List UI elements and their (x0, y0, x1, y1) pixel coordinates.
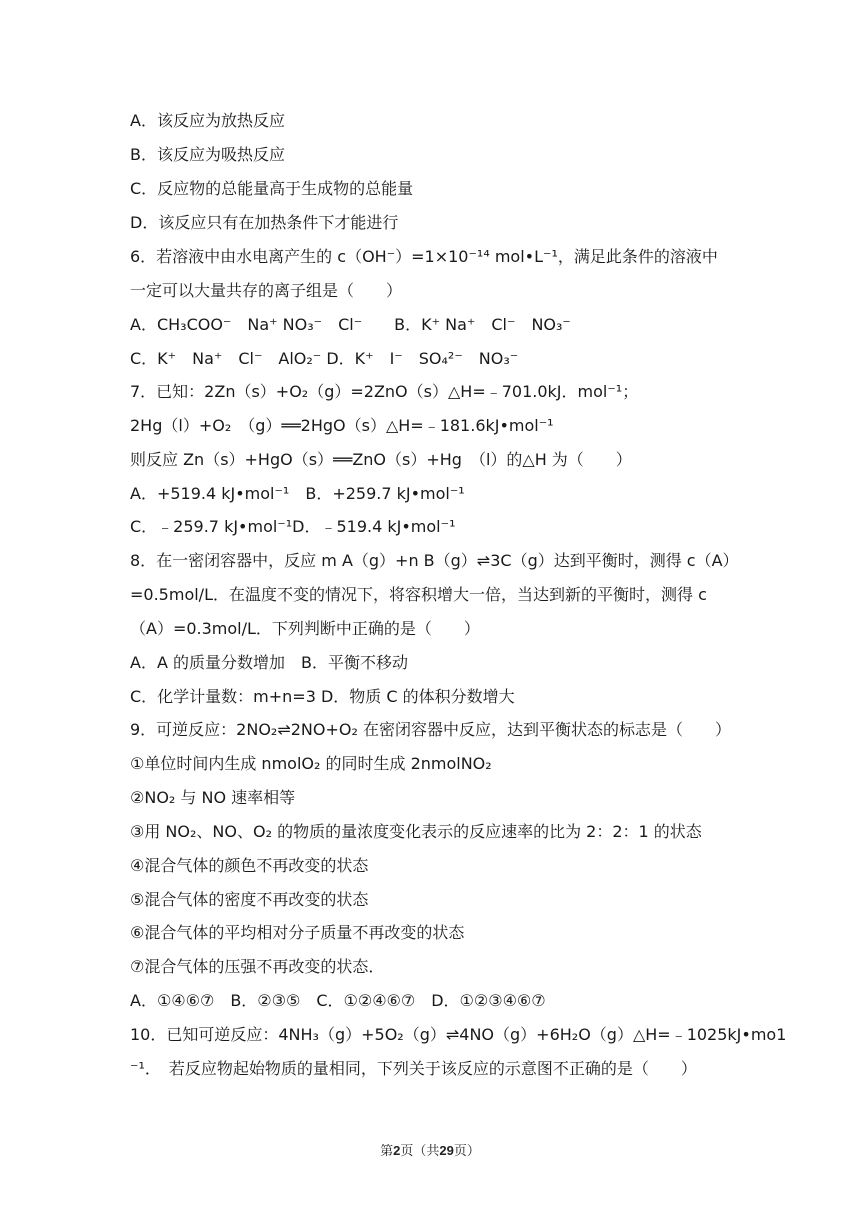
footer-total-pages: 29 (439, 1143, 454, 1158)
text-line: ⑦混合气体的压强不再改变的状态． (130, 957, 385, 976)
text-line: =0.5mol/L．在温度不变的情况下，将容积增大一倍，当达到新的平衡时，测得 c (130, 585, 707, 604)
text-line: A．①④⑥⑦ B．②③⑤ C．①②④⑥⑦ D．①②③④⑥⑦ (130, 991, 546, 1010)
text-line: 2Hg（l）+O₂ （g）══2HgO（s）△H=﹣181.6kJ•mol⁻¹ (130, 416, 554, 435)
text-line: C．反应物的总能量高于生成物的总能量 (130, 179, 414, 198)
footer-middle: 页（共 (400, 1144, 440, 1159)
text-line: ⑥混合气体的平均相对分子质量不再改变的状态 (130, 923, 465, 942)
text-line: A．CH₃COO⁻ Na⁺ NO₃⁻ Cl⁻ B．K⁺ Na⁺ Cl⁻ NO₃⁻ (130, 315, 571, 334)
text-line: C．化学计量数：m+n=3 D．物质 C 的体积分数增大 (130, 687, 515, 706)
text-line: C．﹣259.7 kJ•mol⁻¹D．﹣519.4 kJ•mol⁻¹ (130, 517, 456, 536)
footer-suffix: 页） (453, 1144, 480, 1159)
text-line: ②NO₂ 与 NO 速率相等 (130, 788, 296, 807)
text-line: 9．可逆反应：2NO₂⇌2NO+O₂ 在密闭容器中反应，达到平衡状态的标志是（ ） (130, 720, 731, 739)
text-line: A．A 的质量分数增加 B．平衡不移动 (130, 653, 408, 672)
page-footer (0, 1140, 860, 1159)
text-line: C．K⁺ Na⁺ Cl⁻ AlO₂⁻ D．K⁺ I⁻ SO₄²⁻ NO₃⁻ (130, 349, 519, 368)
text-line: 则反应 Zn（s）+HgO（s）══ZnO（s）+Hg （l）的△H 为（ ） (130, 450, 632, 469)
text-line: 一定可以大量共存的离子组是（ ） (130, 281, 403, 300)
text-line: A．该反应为放热反应 (130, 111, 285, 130)
text-line: ③用 NO₂、NO、O₂ 的物质的量浓度变化表示的反应速率的比为 2：2：1 的状态 (130, 822, 702, 841)
text-line: D．该反应只有在加热条件下才能进行 (130, 213, 399, 232)
text-line: 8．在一密闭容器中，反应 m A（g）+n B（g）⇌3C（g）达到平衡时，测得 c（A） (130, 551, 739, 570)
text-line: 6．若溶液中由水电离产生的 c（OH⁻）=1×10⁻¹⁴ mol•L⁻¹，满足此条件的溶液中 (130, 247, 718, 266)
text-line: ⁻¹． 若反应物起始物质的量相同，下列关于该反应的示意图不正确的是（ ） (130, 1059, 697, 1078)
footer-prefix: 第 (380, 1144, 394, 1159)
text-line: ④混合气体的颜色不再改变的状态 (130, 856, 369, 875)
text-line: B．该反应为吸热反应 (130, 145, 285, 164)
text-line: （A）=0.3mol/L．下列判断中正确的是（ ） (130, 619, 480, 638)
text-line: A．+519.4 kJ•mol⁻¹ B．+259.7 kJ•mol⁻¹ (130, 484, 465, 503)
text-line: 7．已知：2Zn（s）+O₂（g）=2ZnO（s）△H=﹣701.0kJ．mol⁻¹； (130, 382, 639, 401)
footer-page-number: 2 (393, 1143, 401, 1158)
text-line: ①单位时间内生成 nmolO₂ 的同时生成 2nmolNO₂ (130, 754, 492, 773)
text-line: ⑤混合气体的密度不再改变的状态 (130, 890, 369, 909)
text-line: 10．已知可逆反应：4NH₃（g）+5O₂（g）⇌4NO（g）+6H₂O（g）△H=﹣1025kJ•mo1 (130, 1025, 787, 1044)
